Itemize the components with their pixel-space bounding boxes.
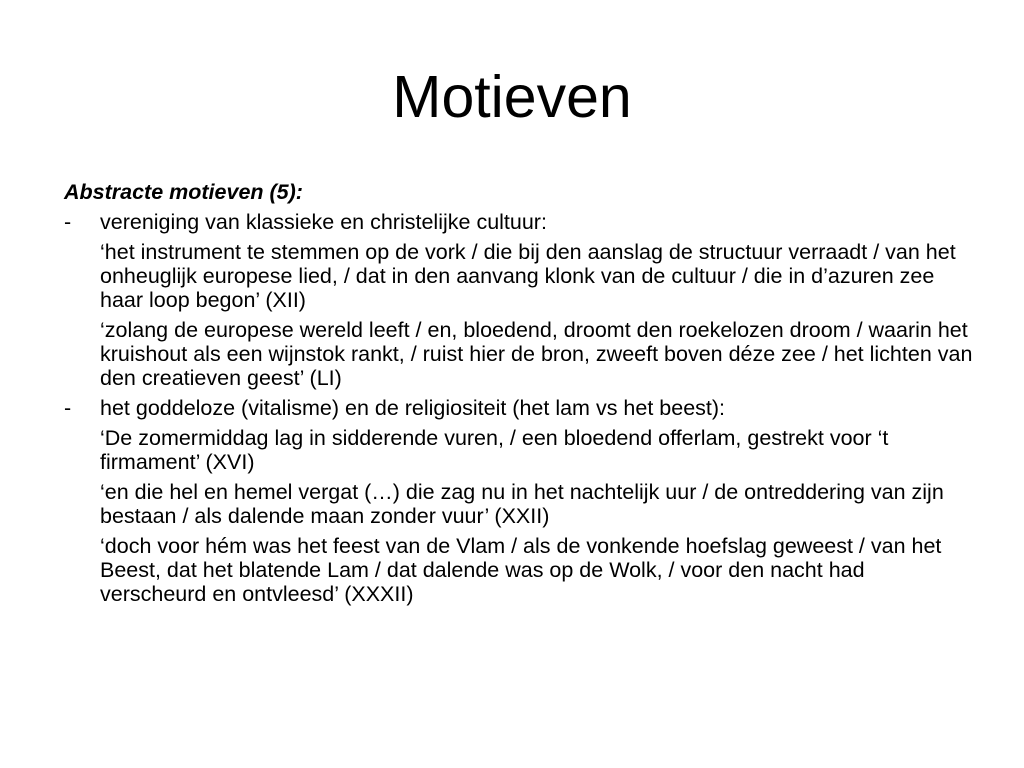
bullet-dash: - xyxy=(64,210,72,234)
bullet-item xyxy=(64,396,974,420)
quote-paragraph: ‘De zomermiddag lag in sidderende vuren, / een bloedend offerlam, gestrekt voor ‘t firmament’ (XVI) xyxy=(100,426,889,474)
slide-content xyxy=(64,180,974,612)
bullet-text: het goddeloze (vitalisme) en de religiositeit (het lam vs het beest): xyxy=(100,396,726,420)
bullet-dash: - xyxy=(64,396,72,420)
quote-paragraph: ‘zolang de europese wereld leeft / en, bloedend, droomt den roekelozen droom / waarin het kruishout als een wijnstok rankt, / ruist hier de bron, zweeft boven déze zee / het lichten van den creatieven geest’ (LI) xyxy=(100,318,973,390)
quote-paragraph: ‘het instrument te stemmen op de vork / die bij den aanslag de structuur verraadt / van het onheuglijk europese lied, / dat in den aanvang klonk van de cultuur / die in d’azuren zee haar loop begon’ (XII) xyxy=(100,240,956,312)
bullet-text: vereniging van klassieke en christelijke cultuur: xyxy=(100,210,547,234)
quote-paragraph: ‘en die hel en hemel vergat (…) die zag nu in het nachtelijk uur / de ontreddering van zijn bestaan / als dalende maan zonder vuur’ (XXII) xyxy=(100,480,944,528)
bullet-item xyxy=(64,210,974,234)
section-heading: Abstracte motieven (5): xyxy=(64,180,303,204)
quote-paragraph: ‘doch voor hém was het feest van de Vlam / als de vonkende hoefslag geweest / van het Beest, dat het blatende Lam / dat dalende was op de Wolk, / voor den nacht had verscheurd en ontvleesd’ (XXXII) xyxy=(100,534,942,606)
slide-title: Motieven xyxy=(392,64,632,130)
